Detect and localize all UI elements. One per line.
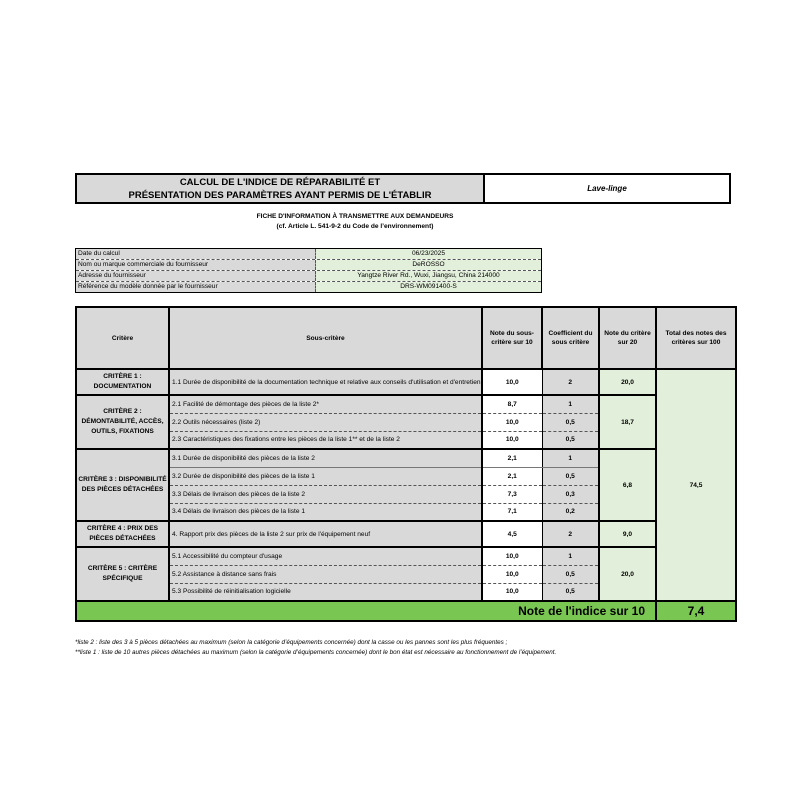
subcriterion-coef: 2 — [542, 369, 599, 395]
header-sous-critere: Sous-critère — [169, 307, 482, 369]
criterion-label: CRITÈRE 3 : DISPONIBILITÉ DES PIÈCES DÉTACHÉES — [76, 449, 169, 521]
subcriterion-label: 3.4 Délais de livraison des pièces de la liste 1 — [169, 503, 482, 521]
final-score-label: Note de l'indice sur 10 — [76, 601, 656, 621]
subcriterion-label: 1.1 Durée de disponibilité de la documentation technique et relative aux conseils d'utilisation et d'entretien — [169, 369, 482, 395]
criterion-label: CRITÈRE 5 : CRITÈRE SPÉCIFIQUE — [76, 547, 169, 601]
total-score: 74,5 — [656, 369, 736, 601]
subcriterion-coef: 1 — [542, 547, 599, 565]
subcriterion-coef: 0,5 — [542, 431, 599, 449]
header-total: Total des notes des critères sur 100 — [656, 307, 736, 369]
subcriterion-coef: 1 — [542, 395, 599, 413]
subcriterion-coef: 0,3 — [542, 485, 599, 503]
criterion-score: 20,0 — [599, 369, 656, 395]
subcriterion-note: 4,5 — [482, 521, 542, 547]
subcriterion-label: 3.2 Durée de disponibilité des pièces de la liste 1 — [169, 467, 482, 485]
final-score-row — [76, 601, 736, 621]
table-row — [76, 369, 736, 395]
subcriterion-label: 2.2 Outils nécessaires (liste 2) — [169, 413, 482, 431]
subcriterion-label: 4. Rapport prix des pièces de la liste 2 sur prix de l'équipement neuf — [169, 521, 482, 547]
table-row — [76, 547, 736, 565]
criterion-label: CRITÈRE 2 : DÉMONTABILITÉ, ACCÈS, OUTILS, FIXATIONS — [76, 395, 169, 449]
subtitle-line-1: FICHE D'INFORMATION À TRANSMETTRE AUX DEMANDEURS — [256, 213, 454, 220]
header-note-sous: Note du sous-critère sur 10 — [482, 307, 542, 369]
info-label: Adresse du fournisseur — [76, 271, 316, 281]
header-row — [76, 307, 736, 369]
info-label: Référence du modèle donnée par le fournisseur — [76, 282, 316, 292]
subcriterion-note: 10,0 — [482, 583, 542, 601]
table-row — [76, 449, 736, 467]
footnote-liste-2: *liste 2 : liste des 3 à 5 pièces détachées au maximum (selon la catégorie d’équipements concernée) dont la casse ou les pannes sont les plus fréquentes ; — [75, 639, 508, 646]
product-label: Lave-linge — [587, 184, 627, 193]
subcriterion-coef: 0,5 — [542, 583, 599, 601]
info-value: DRS-WM091400-S — [316, 282, 541, 292]
subcriterion-coef: 2 — [542, 521, 599, 547]
supplier-info-table — [75, 248, 542, 293]
subcriterion-coef: 1 — [542, 449, 599, 467]
subcriterion-label: 3.3 Délais de livraison des pièces de la liste 2 — [169, 485, 482, 503]
subcriterion-note: 8,7 — [482, 395, 542, 413]
subcriterion-coef: 0,5 — [542, 565, 599, 583]
subcriterion-note: 10,0 — [482, 431, 542, 449]
subtitle-line-2: (cf. Article L. 541-9-2 du Code de l’environnement) — [276, 223, 434, 230]
title-line-2: PRÉSENTATION DES PARAMÈTRES AYANT PERMIS DE L'ÉTABLIR — [128, 189, 432, 201]
info-label: Nom ou marque commerciale du fournisseur — [76, 260, 316, 270]
final-score-value: 7,4 — [656, 601, 736, 621]
subcriterion-label: 3.1 Durée de disponibilité des pièces de la liste 2 — [169, 449, 482, 467]
info-label: Date du calcul — [76, 249, 316, 259]
subcriterion-note: 10,0 — [482, 369, 542, 395]
subcriterion-note: 10,0 — [482, 413, 542, 431]
info-row-address — [76, 271, 541, 282]
subcriterion-note: 10,0 — [482, 547, 542, 565]
subcriterion-coef: 0,5 — [542, 413, 599, 431]
document-title — [75, 173, 485, 204]
info-value: DeROSSO — [316, 260, 541, 270]
table-row — [76, 395, 736, 413]
info-value: 06/23/2025 — [316, 249, 541, 259]
subcriterion-note: 7,3 — [482, 485, 542, 503]
table-row — [76, 521, 736, 547]
criterion-score: 9,0 — [599, 521, 656, 547]
subcriterion-label: 5.1 Accessibilité du compteur d'usage — [169, 547, 482, 565]
subcriterion-coef: 0,5 — [542, 467, 599, 485]
header-critere: Critère — [76, 307, 169, 369]
subtitle — [75, 212, 635, 232]
title-line-1: CALCUL DE L'INDICE DE RÉPARABILITÉ ET — [179, 176, 381, 188]
info-row-model — [76, 282, 541, 292]
info-row-date — [76, 249, 541, 260]
criterion-label: CRITÈRE 4 : PRIX DES PIÈCES DÉTACHÉES — [76, 521, 169, 547]
criterion-score: 18,7 — [599, 395, 656, 449]
subcriterion-coef: 0,2 — [542, 503, 599, 521]
subcriterion-label: 2.3 Caractéristiques des fixations entre les pièces de la liste 1** et de la liste 2 — [169, 431, 482, 449]
subcriterion-label: 2.1 Facilité de démontage des pièces de la liste 2* — [169, 395, 482, 413]
subcriterion-label: 5.2 Assistance à distance sans frais — [169, 565, 482, 583]
subcriterion-label: 5.3 Possibilité de réinitialisation logicielle — [169, 583, 482, 601]
header-coef: Coefficient du sous critère — [542, 307, 599, 369]
subcriterion-note: 7,1 — [482, 503, 542, 521]
subcriterion-note: 10,0 — [482, 565, 542, 583]
product-category — [483, 173, 731, 204]
criterion-label: CRITÈRE 1 : DOCUMENTATION — [76, 369, 169, 395]
criterion-score: 6,8 — [599, 449, 656, 521]
info-row-brand — [76, 260, 541, 271]
subcriterion-note: 2,1 — [482, 449, 542, 467]
footnotes — [75, 638, 755, 658]
info-value: Yangtze River Rd., Wuxi, Jiangsu, China 214000 — [316, 271, 541, 281]
repairability-table — [75, 306, 735, 622]
header-note-critere: Note du critère sur 20 — [599, 307, 656, 369]
subcriterion-note: 2,1 — [482, 467, 542, 485]
criterion-score: 20,0 — [599, 547, 656, 601]
footnote-liste-1: **liste 1 : liste de 10 autres pièces détachées au maximum (selon la catégorie d’équipements concernée) dont le bon état est nécessaire au fonctionnement de l’équipement. — [75, 649, 557, 656]
